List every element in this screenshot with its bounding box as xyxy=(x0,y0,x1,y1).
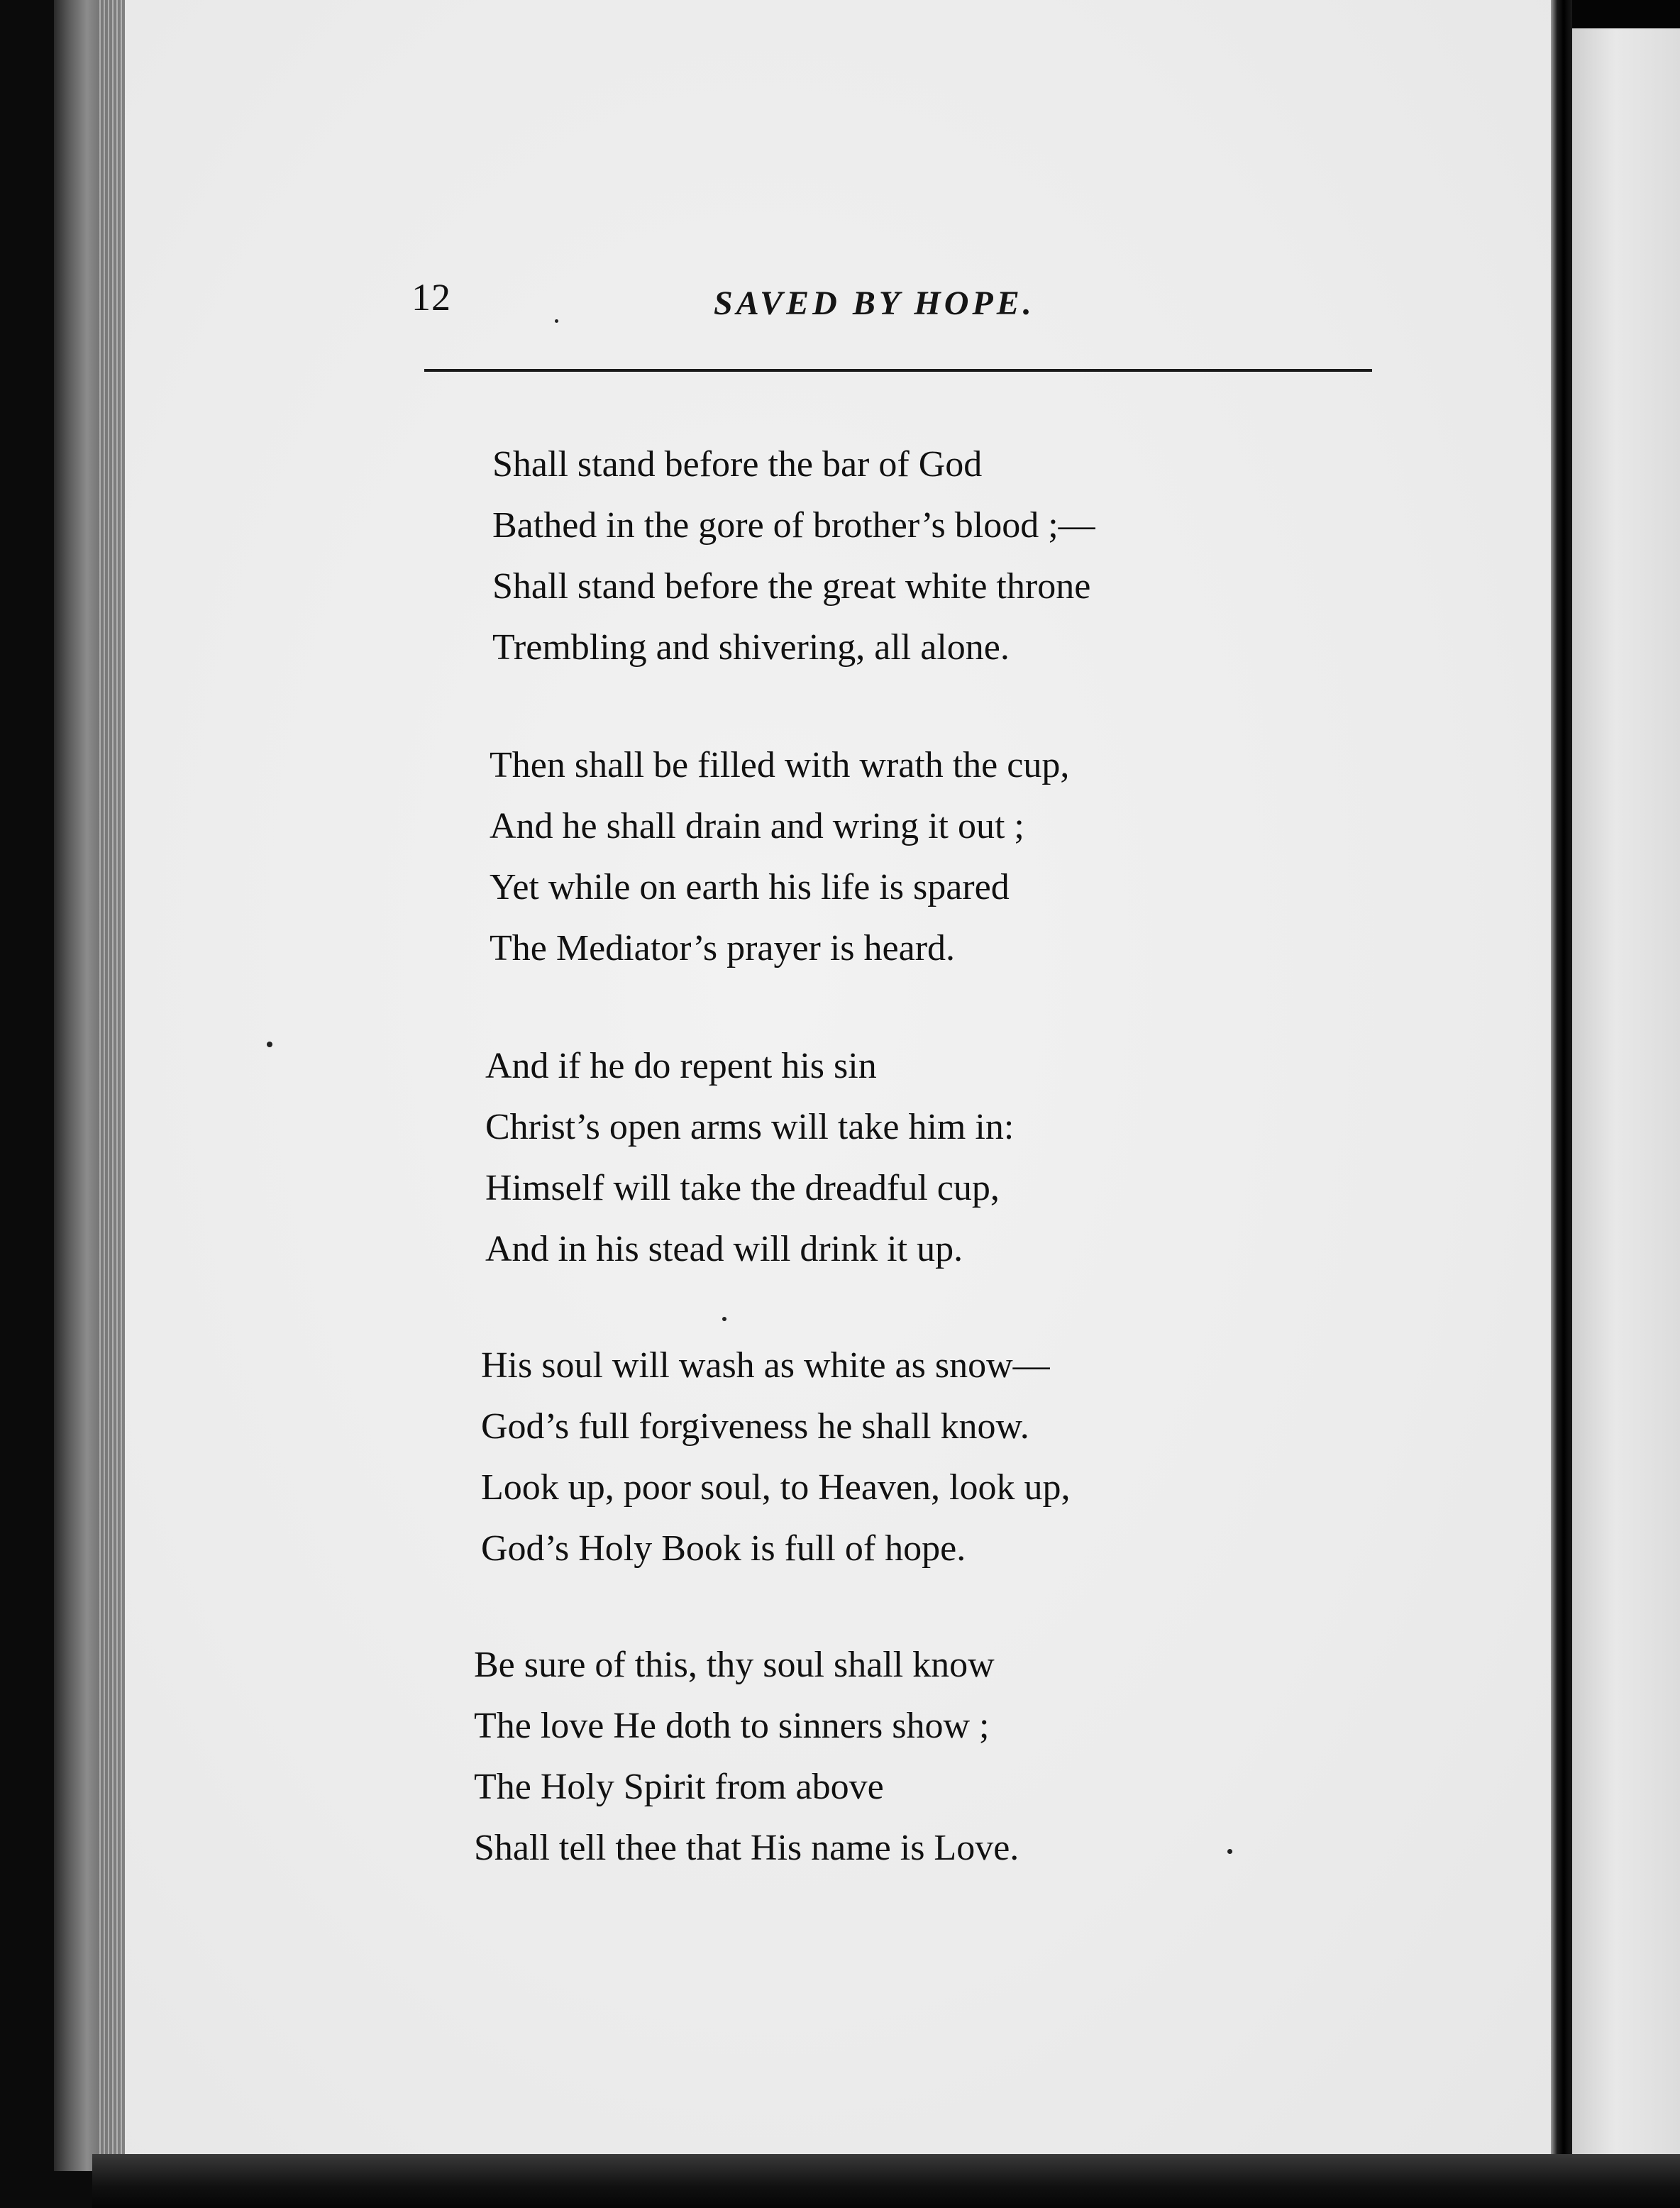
verse-line: Shall stand before the great white throne xyxy=(492,566,1091,607)
verse-line: And he shall drain and wring it out ; xyxy=(490,806,1024,846)
verse-line: Look up, poor soul, to Heaven, look up, xyxy=(481,1467,1071,1508)
verse-line: The love He doth to sinners show ; xyxy=(474,1706,990,1746)
verse-line: Himself will take the dreadful cup, xyxy=(485,1168,1000,1208)
facing-page-edge xyxy=(1572,28,1680,2164)
verse-line: God’s full forgiveness he shall know. xyxy=(481,1406,1029,1447)
page-stack-edge xyxy=(99,0,128,2171)
stanza xyxy=(490,735,1069,979)
verse-line: Yet while on earth his life is spared xyxy=(490,867,1010,907)
ink-speck xyxy=(722,1317,726,1321)
stanza xyxy=(485,1036,1014,1280)
page-number: 12 xyxy=(411,276,451,319)
verse-line: Be sure of this, thy soul shall know xyxy=(474,1645,995,1685)
verse-line: Then shall be filled with wrath the cup, xyxy=(490,745,1070,785)
scan-bottom-border xyxy=(92,2154,1680,2208)
verse-line: God’s Holy Book is full of hope. xyxy=(481,1528,966,1569)
verse-line: Christ’s open arms will take him in: xyxy=(485,1107,1015,1147)
verse-line: And in his stead will drink it up. xyxy=(485,1229,963,1269)
header-rule xyxy=(424,369,1372,372)
verse-line: The Mediator’s prayer is heard. xyxy=(490,928,956,968)
verse-line: Shall stand before the bar of God xyxy=(492,444,983,485)
verse-line: Trembling and shivering, all alone. xyxy=(492,627,1010,668)
verse-line: The Holy Spirit from above xyxy=(474,1767,884,1807)
ink-speck xyxy=(555,319,558,323)
verse-line: And if he do repent his sin xyxy=(485,1046,877,1086)
ink-speck xyxy=(1227,1849,1232,1854)
verse-line: Shall tell thee that His name is Love. xyxy=(474,1828,1019,1868)
verse-line: Bathed in the gore of brother’s blood ;— xyxy=(492,505,1095,546)
stanza xyxy=(481,1335,1070,1579)
ink-speck xyxy=(267,1042,272,1047)
book-gutter xyxy=(1551,0,1572,2164)
running-title: SAVED BY HOPE. xyxy=(714,285,1035,322)
stanza xyxy=(474,1635,1019,1879)
stanza xyxy=(492,434,1095,678)
verse-line: His soul will wash as white as snow— xyxy=(481,1345,1050,1386)
